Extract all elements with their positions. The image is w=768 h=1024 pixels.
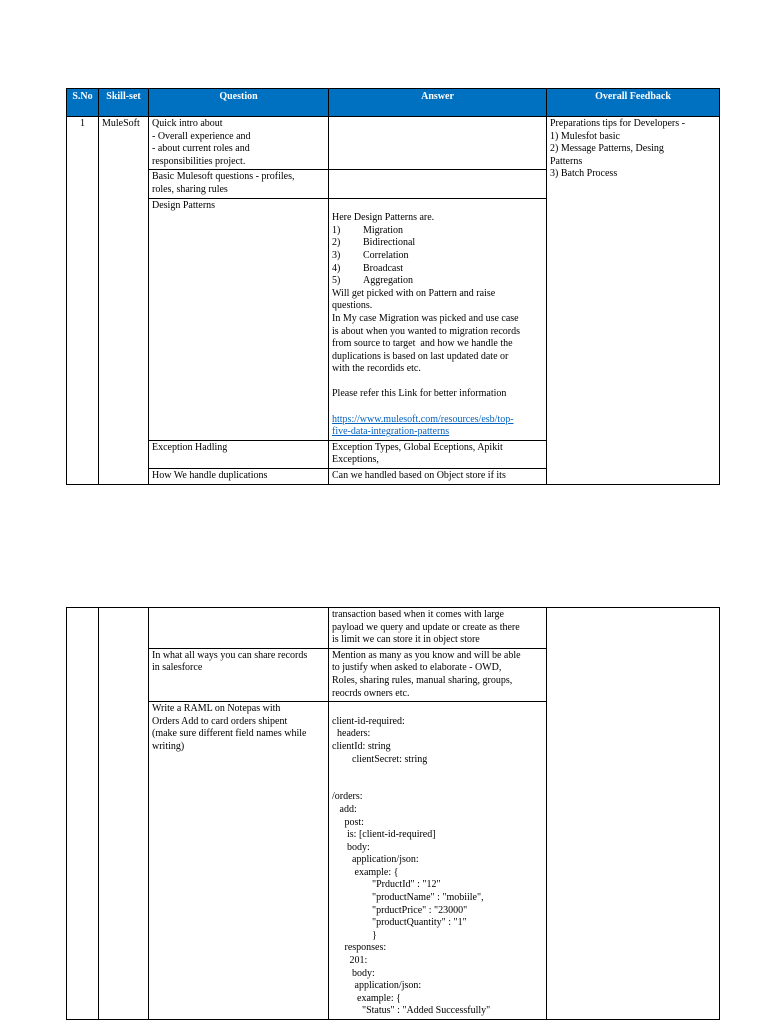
answer-line: questions. — [332, 300, 373, 312]
answer-cell: Can we handled based on Object store if its — [329, 469, 547, 485]
answer-line: reocrds owners etc. — [332, 687, 410, 699]
raml-line: "productQuantity" : "1" — [332, 917, 467, 929]
header-sno: S.No — [67, 89, 99, 117]
raml-line: body: — [332, 841, 370, 853]
answer-line: to justify when asked to elaborate - OWD, — [332, 662, 502, 674]
serial-number-cell: 1 — [67, 117, 99, 485]
answer-line: is about when you wanted to migration records — [332, 325, 521, 337]
skill-set-cell-empty — [99, 608, 149, 1020]
pattern-list-item: 3) Correlation — [332, 249, 409, 261]
question-line: (make sure different field names while — [152, 728, 307, 740]
question-cell — [149, 648, 329, 701]
raml-line: body: — [332, 967, 375, 979]
answer-line: is limit we can store it in object store — [332, 634, 480, 646]
raml-line: clientSecret: string — [332, 753, 428, 765]
skill-set-cell: MuleSoft — [99, 117, 149, 485]
raml-line: add: — [332, 803, 357, 815]
question-line: - Overall experience and — [152, 130, 251, 142]
serial-number-cell-empty — [67, 608, 99, 1020]
interview-feedback-table-part1 — [66, 88, 720, 485]
pattern-list-item: 2) Bidirectional — [332, 237, 416, 249]
pattern-list-item: 4) Broadcast — [332, 262, 403, 274]
question-cell-empty — [149, 608, 329, 649]
feedback-line: 3) Batch Process — [550, 168, 618, 180]
question-line: responsibilities project. — [152, 155, 246, 167]
question-cell — [149, 117, 329, 170]
raml-line: headers: — [332, 728, 371, 740]
answer-cell-empty — [329, 117, 547, 170]
raml-line: example: { — [332, 866, 399, 878]
question-line: In what all ways you can share records — [152, 649, 308, 661]
raml-line: "productName" : "mobiile", — [332, 892, 484, 904]
question-line: writing) — [152, 740, 185, 752]
answer-line: Roles, sharing rules, manual sharing, groups, — [332, 674, 513, 686]
table-header-row — [67, 89, 720, 117]
answer-cell — [329, 198, 547, 440]
raml-line: application/json: — [332, 854, 419, 866]
question-line: Write a RAML on Notepas with — [152, 703, 281, 715]
raml-line: responses: — [332, 942, 387, 954]
feedback-line: Patterns — [550, 155, 583, 167]
raml-line: /orders: — [332, 791, 363, 803]
pattern-list-item: 1) Migration — [332, 224, 403, 236]
design-patterns-link-cont[interactable]: five-data-integration-patterns — [332, 426, 450, 438]
answer-line: In My case Migration was picked and use case — [332, 312, 519, 324]
question-line: Orders Add to card orders shipent — [152, 715, 288, 727]
feedback-line: 2) Message Patterns, Desing — [550, 143, 664, 155]
raml-line: "Status" : "Added Successfully" — [332, 1005, 491, 1017]
raml-line: client-id-required: — [332, 715, 405, 727]
header-answer: Answer — [329, 89, 547, 117]
overall-feedback-cell-empty — [547, 608, 720, 1020]
question-line: - about current roles and — [152, 143, 250, 155]
feedback-line: Preparations tips for Developers - — [550, 118, 685, 129]
raml-line: application/json: — [332, 980, 422, 992]
answer-cell — [329, 608, 547, 649]
table-row — [67, 117, 720, 170]
pattern-list-item: 5) Aggregation — [332, 275, 413, 287]
raml-line: clientId: string — [332, 740, 391, 752]
answer-line: Exception Types, Global Eceptions, Apikit — [332, 441, 503, 453]
raml-line: 201: — [332, 955, 368, 967]
design-patterns-link[interactable]: https://www.mulesoft.com/resources/esb/top- — [332, 413, 514, 425]
overall-feedback-cell — [547, 117, 720, 485]
answer-line: payload we query and update or create as there — [332, 621, 520, 633]
feedback-line: 1) Mulesfot basic — [550, 130, 620, 142]
answer-line: Please refer this Link for better information — [332, 388, 507, 400]
raml-line: } — [332, 929, 377, 941]
answer-line: Exceptions, — [332, 454, 379, 466]
question-line: in salesforce — [152, 662, 203, 674]
table-row — [67, 608, 720, 649]
answer-line: Here Design Patterns are. — [332, 212, 435, 224]
answer-line: with the recordids etc. — [332, 363, 421, 375]
answer-line: from source to target and how we handle the — [332, 338, 513, 350]
raml-line: is: [client-id-required] — [332, 829, 436, 841]
interview-feedback-table-part2 — [66, 607, 720, 1020]
answer-line: Mention as many as you know and will be able — [332, 649, 521, 661]
question-cell — [149, 170, 329, 198]
answer-cell — [329, 648, 547, 701]
raml-line: "PrductId" : "12" — [332, 879, 441, 891]
answer-cell — [329, 440, 547, 468]
header-overall-feedback: Overall Feedback — [547, 89, 720, 117]
question-line: Basic Mulesoft questions - profiles, — [152, 171, 295, 183]
answer-line: Will get picked with on Pattern and raise — [332, 287, 496, 299]
header-skill-set: Skill-set — [99, 89, 149, 117]
question-line: roles, sharing rules — [152, 183, 228, 195]
question-line: Quick intro about — [152, 118, 223, 129]
raml-answer-cell — [329, 702, 547, 1020]
raml-line: post: — [332, 816, 364, 828]
question-cell: How We handle duplications — [149, 469, 329, 485]
question-cell: Exception Hadling — [149, 440, 329, 468]
answer-cell-empty — [329, 170, 547, 198]
raml-line: "prductPrice" : "23000" — [332, 904, 468, 916]
header-question: Question — [149, 89, 329, 117]
answer-line: duplications is based on last updated date or — [332, 350, 509, 362]
answer-line: transaction based when it comes with large — [332, 609, 504, 620]
question-cell — [149, 702, 329, 1020]
raml-line: example: { — [332, 992, 401, 1004]
question-cell: Design Patterns — [149, 198, 329, 440]
